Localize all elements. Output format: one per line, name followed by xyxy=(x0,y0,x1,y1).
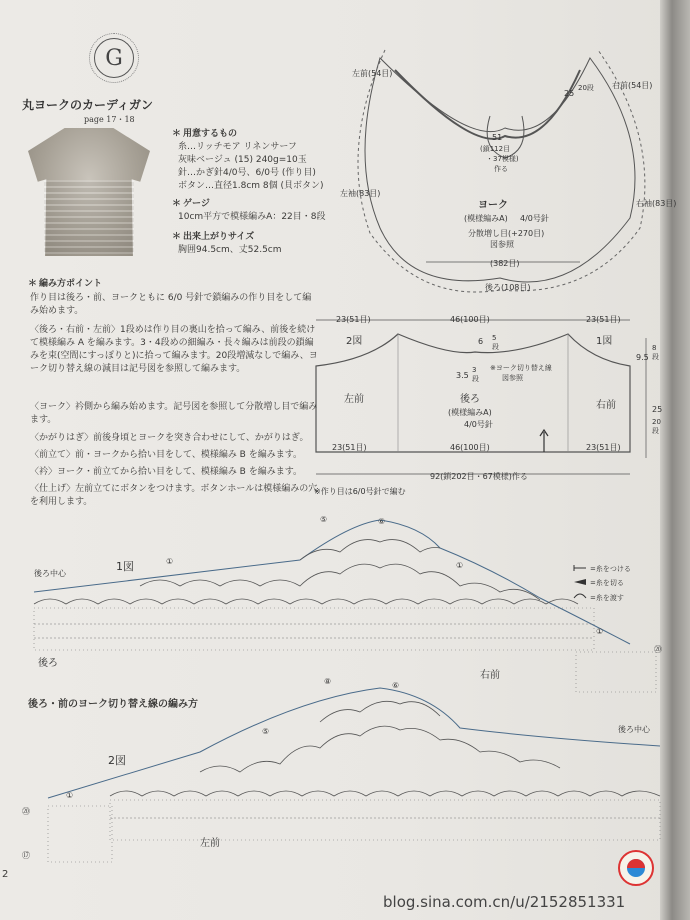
neck-count: 51 xyxy=(492,133,503,142)
yoke-see-chart: 図参照 xyxy=(490,240,514,249)
yoke-right-front-label: 右前(54目) xyxy=(612,81,653,90)
neck-chain: (鎖112目 xyxy=(480,145,511,153)
attach-yarn-icon xyxy=(574,565,586,571)
chart1-row-mark: ⑥ xyxy=(378,517,386,526)
chart1-scallop-row xyxy=(34,599,578,604)
body-dim-5-rows: 段 xyxy=(492,343,499,351)
yoke-schematic xyxy=(340,28,677,308)
instructions-paragraph: 〈後ろ・右前・左前〉1段めは作り目の裏山を拾って編み、前後を続けて模様編み A を編みます。3・4段めの細編み・長々編みは前段の鎖編みを束(空間にすっぽりと)に拾って編みます。20段増減なしで編み、ヨーク切り替え線の減目は記号図を参照して編みます。 xyxy=(30,325,318,374)
chart2-row-mark: ⑥ xyxy=(392,681,400,690)
page-reference: page 17・18 xyxy=(84,115,135,124)
body-dim-25: 25 xyxy=(652,405,663,414)
body-left-front: 左前 xyxy=(344,394,364,405)
yoke-neck-width: 25 xyxy=(564,89,575,98)
chart-legend xyxy=(568,558,668,608)
body-dim-5: 5 xyxy=(492,334,497,342)
body-top-mid-width: 46(100目) xyxy=(450,315,490,324)
body-dim-35: 3.5 xyxy=(456,371,469,380)
body-dim-20-rows: 段 xyxy=(652,427,659,435)
chart1-right-front-label: 右前 xyxy=(480,670,500,681)
neck-make: 作る xyxy=(494,165,508,173)
cut-yarn-icon xyxy=(574,579,586,585)
chart1-upper-scallops xyxy=(140,564,540,600)
yoke-label: ヨーク xyxy=(478,200,508,211)
materials-line: 針…かぎ針4/0号、6/0号 (作り目) xyxy=(178,168,316,178)
yoke-needle: 4/0号針 xyxy=(520,214,549,223)
chart2-back-center: 後ろ中心 xyxy=(618,725,650,734)
yoke-back-label: 後ろ(108目) xyxy=(485,283,531,292)
chart2-row-mark: ⑧ xyxy=(324,677,332,686)
body-dim-8-rows: 段 xyxy=(652,353,659,361)
neck-pattern: ・37模様) xyxy=(486,155,519,163)
chart1-contour xyxy=(34,520,630,644)
legend-cut: =糸を切る xyxy=(590,579,624,587)
chart1-row-mark: ① xyxy=(166,557,174,566)
body-schematic xyxy=(300,308,670,498)
chart2-contour xyxy=(48,688,660,798)
cardigan-photo-texture xyxy=(44,180,134,254)
body-back-needle: 4/0号針 xyxy=(464,420,493,429)
legend-pass: =糸を渡す xyxy=(590,594,624,602)
legend-attach: =糸をつける xyxy=(590,565,631,573)
pattern-title: 丸ヨークのカーディガン xyxy=(22,98,154,112)
instructions-paragraph: 〈前立て〉前・ヨークから拾い目をして、模様編み B を編みます。 xyxy=(30,450,302,460)
site-logo xyxy=(616,848,656,888)
pass-yarn-icon xyxy=(574,594,586,598)
chart1-fig-label: 1図 xyxy=(116,560,134,573)
yoke-left-front-label: 左前(54目) xyxy=(352,69,393,78)
body-dim-95: 9.5 xyxy=(636,353,649,362)
size-heading: ＊ 出来上がりサイズ xyxy=(172,231,254,244)
body-yoke-line-note: ※ヨーク切り替え線 xyxy=(490,364,552,372)
body-fig1-label: 1図 xyxy=(596,336,613,347)
body-back: 後ろ xyxy=(460,394,480,405)
materials-line: 糸…リッチモア リネンサーフ xyxy=(178,142,297,152)
body-top-right-width: 23(51目) xyxy=(586,315,621,324)
instructions-paragraph: 〈衿〉ヨーク・前立てから拾い目をして、模様編み B を編みます。 xyxy=(30,467,302,477)
instructions-paragraph: 作り目は後ろ・前、ヨークともに 6/0 号針で鎖編みの作り目をして編み始めます。 xyxy=(30,293,312,316)
gauge-line: 10cm平方で模様編みA：22目・8段 xyxy=(178,212,326,222)
chart2-left-front-rows xyxy=(48,806,112,862)
chart2-row-mark: ⑤ xyxy=(262,727,270,736)
body-bottom-mid-width: 46(100目) xyxy=(450,443,490,452)
body-yoke-line-ref: 図参照 xyxy=(502,374,523,382)
pattern-letter-badge: G xyxy=(94,38,134,78)
yoke-pattern: (模様編みA) xyxy=(464,214,508,223)
crochet-chart-2 xyxy=(20,668,670,868)
chart2-row-mark: ⑰ xyxy=(22,851,30,860)
instructions-paragraph: 〈仕上げ〉左前立てにボタンをつけます。ボタンホールは模様編みの穴を利用します。 xyxy=(30,484,318,507)
body-back-pattern: (模様編みA) xyxy=(448,408,492,417)
chart1-top-scallops xyxy=(300,540,440,560)
materials-line: ボタン…直径1.8cm 8個 (貝ボタン) xyxy=(178,181,324,191)
chart2-stitch-rows xyxy=(110,800,660,840)
chart1-back-label: 後ろ xyxy=(38,658,58,669)
instructions-paragraph: 〈ヨーク〉衿側から編み始めます。記号図を参照して分散増し目で編みます。 xyxy=(30,402,318,425)
chart1-stitch-rows xyxy=(34,608,594,650)
yoke-increase: 分散増し目(+270目) xyxy=(468,229,545,238)
body-fig2-label: 2図 xyxy=(346,336,363,347)
body-outline xyxy=(316,334,630,452)
yoke-right-sleeve-label: 右袖(83目) xyxy=(636,199,677,208)
yoke-outer-count: (382目) xyxy=(490,259,520,268)
body-cast-on-note: ※作り目は6/0号針で編む xyxy=(314,487,406,496)
chart2-row-mark: ⑳ xyxy=(22,807,30,816)
chart2-row-mark: ① xyxy=(66,791,74,800)
chart2-heading: 後ろ・前のヨーク切り替え線の編み方 xyxy=(28,699,198,710)
size-line: 胸囲94.5cm、丈52.5cm xyxy=(178,245,282,255)
instructions-paragraph: 〈かがりはぎ〉前後身頃とヨークを突き合わせにして、かがりはぎ。 xyxy=(30,433,309,443)
body-right-front: 右前 xyxy=(596,400,616,411)
body-top-left-width: 23(51目) xyxy=(336,315,371,324)
blog-watermark: blog.sina.com.cn/u/2152851331 xyxy=(383,893,626,911)
body-total-chain: 92(鎖202目・67模様)作る xyxy=(430,472,528,481)
chart2-fig-label: 2図 xyxy=(108,754,126,767)
instructions-heading: ＊ 編み方ポイント xyxy=(28,278,102,291)
gauge-heading: ＊ ゲージ xyxy=(172,198,210,211)
chart1-back-center: 後ろ中心 xyxy=(34,569,66,578)
body-dim-20: 20 xyxy=(652,418,661,426)
page-number: 2 xyxy=(2,869,9,880)
body-bottom-left-width: 23(51目) xyxy=(332,443,367,452)
yoke-neck-rows: 20段 xyxy=(578,84,594,92)
chart2-scallop-row xyxy=(110,791,660,796)
chart1-row-mark: ① xyxy=(596,627,604,636)
chart1-row-mark: ⑤ xyxy=(320,515,328,524)
materials-heading: ＊ 用意するもの xyxy=(172,128,237,141)
materials-line: 灰味ベージュ (15) 240g=10玉 xyxy=(178,155,307,165)
chart1-row-mark: ⑳ xyxy=(654,645,662,654)
body-dim-3-rows: 段 xyxy=(472,375,479,383)
body-dim-3: 3 xyxy=(472,366,477,374)
chart2-top-scallops xyxy=(320,701,440,722)
body-bottom-right-width: 23(51目) xyxy=(586,443,621,452)
body-dim-6: 6 xyxy=(478,337,484,346)
body-dim-8: 8 xyxy=(652,344,657,352)
chart2-left-front-label: 左前 xyxy=(200,838,220,849)
yoke-left-sleeve-label: 左袖(83目) xyxy=(340,189,381,198)
chart1-row-mark: ① xyxy=(456,561,464,570)
